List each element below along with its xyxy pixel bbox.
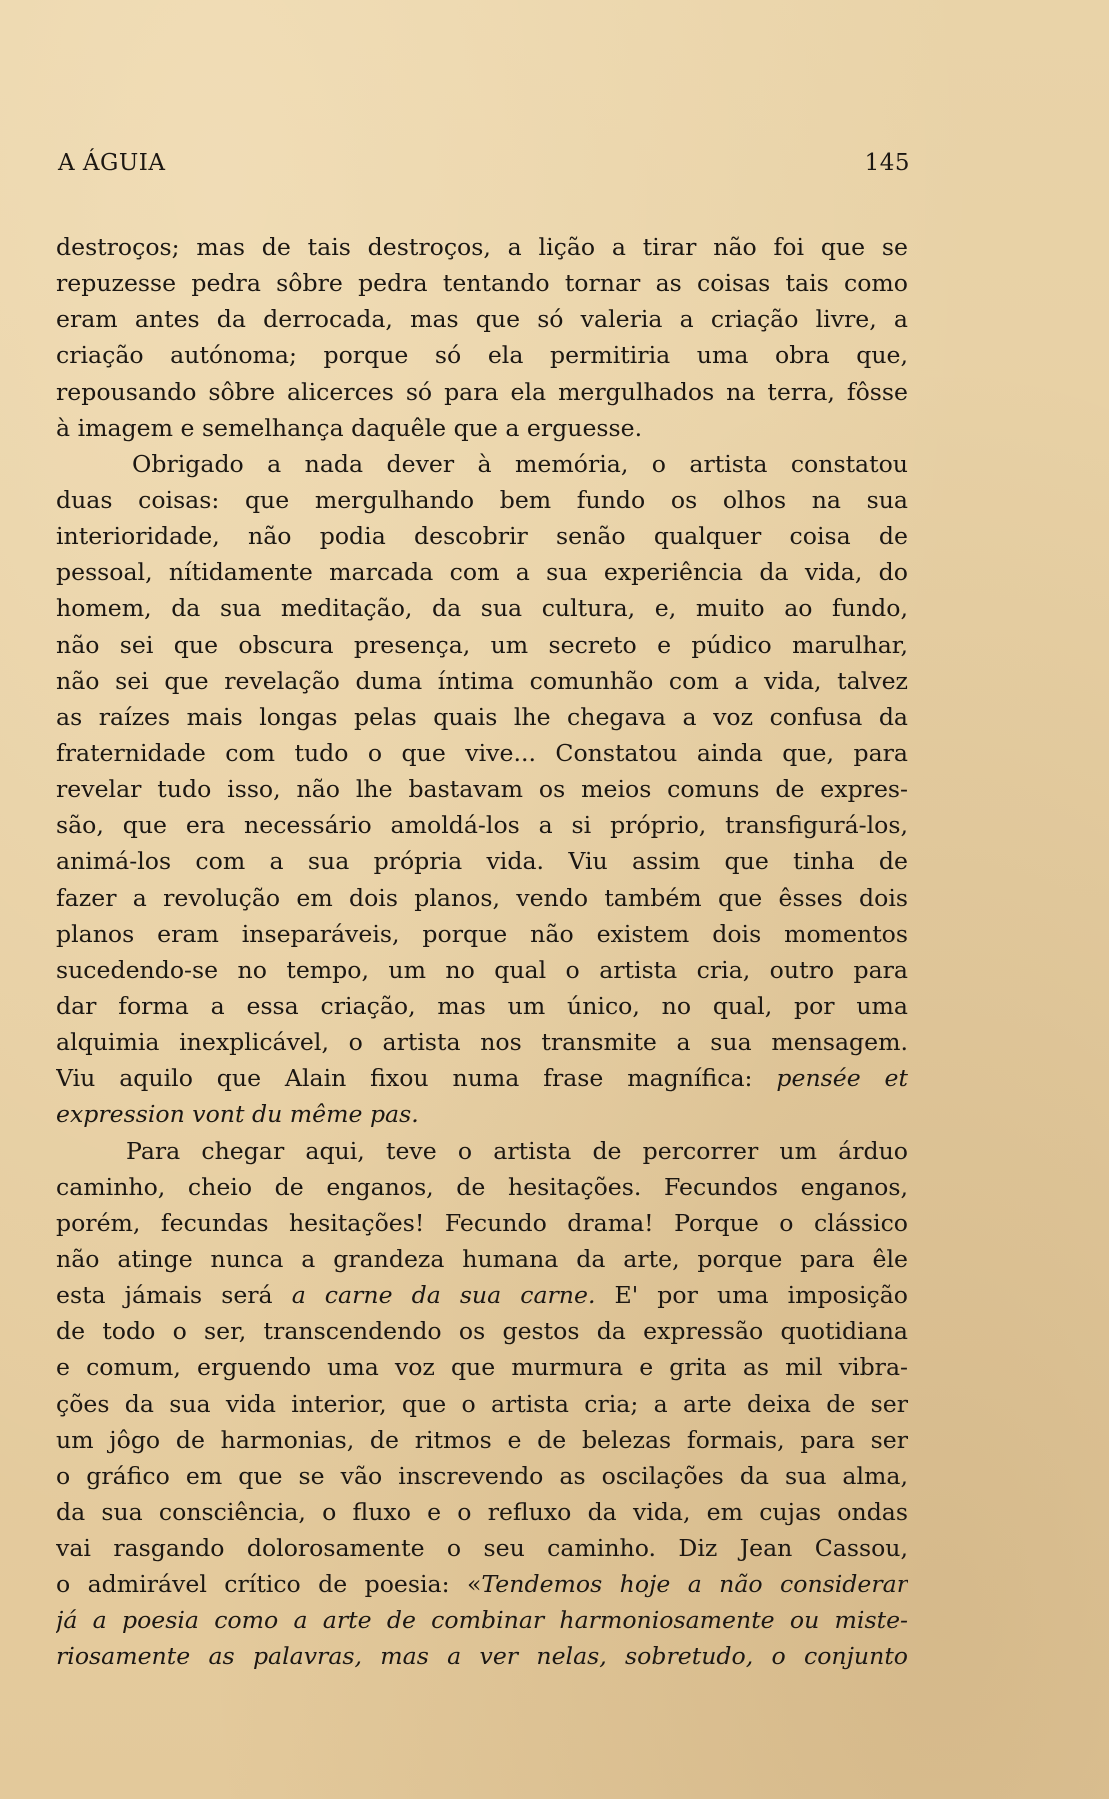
text-line	[56, 771, 908, 807]
text-line	[56, 735, 908, 771]
text-line	[56, 1133, 908, 1169]
text-segment: não atinge nunca a grandeza humana da arte, porque para êle	[56, 1244, 908, 1273]
text-segment: repousando sôbre alicerces só para ela mergulhados na terra, fôsse	[56, 377, 908, 406]
text-segment: E' por uma imposição	[595, 1281, 908, 1310]
text-segment: fazer a revolução em dois planos, vendo também que êsses dois	[56, 883, 908, 912]
text-segment: da sua consciência, o fluxo e o refluxo da vida, em cujas ondas	[56, 1497, 908, 1526]
text-line	[56, 916, 908, 952]
text-line	[56, 1602, 908, 1638]
text-segment: ções da sua vida interior, que o artista cria; a arte deixa de ser	[56, 1389, 908, 1418]
text-segment: criação autónoma; porque só ela permitiria uma obra que,	[56, 341, 908, 370]
text-line	[56, 554, 908, 590]
running-head	[58, 150, 910, 186]
text-segment: são, que era necessário amoldá-los a si próprio, transfigurá-los,	[56, 811, 908, 840]
text-segment: de todo o ser, transcendendo os gestos da expressão quotidiana	[56, 1317, 908, 1346]
text-line	[56, 1277, 908, 1313]
text-line	[56, 663, 908, 699]
text-line	[56, 482, 908, 518]
text-segment: Obrigado a nada dever à memória, o artista constatou	[132, 449, 908, 478]
text-segment: fraternidade com tudo o que vive... Constatou ainda que, para	[56, 738, 908, 767]
text-segment: caminho, cheio de enganos, de hesitações. Fecundos enganos,	[56, 1172, 908, 1201]
text-line	[56, 518, 908, 554]
text-line	[56, 1422, 908, 1458]
text-line	[56, 410, 908, 446]
text-segment: repuzesse pedra sôbre pedra tentando tornar as coisas tais como	[56, 269, 908, 298]
text-line	[56, 1024, 908, 1060]
text-segment: à imagem e semelhança daquêle que a erguesse.	[56, 413, 643, 442]
text-segment: planos eram inseparáveis, porque não existem dois momentos	[56, 919, 908, 948]
text-segment: esta jámais será	[56, 1281, 292, 1310]
text-segment: dar forma a essa criação, mas um único, no qual, por uma	[56, 991, 908, 1020]
text-segment: não sei que revelação duma íntima comunhão com a vida, talvez	[56, 666, 908, 695]
journal-title: A ÁGUIA	[58, 150, 166, 176]
text-line	[56, 590, 908, 626]
text-line	[56, 699, 908, 735]
text-segment: as raízes mais longas pelas quais lhe chegava a voz confusa da	[56, 702, 908, 731]
text-segment: duas coisas: que mergulhando bem fundo os olhos na sua	[56, 485, 908, 514]
text-line	[56, 880, 908, 916]
text-line	[56, 1458, 908, 1494]
text-line	[56, 446, 908, 482]
text-line	[56, 1530, 908, 1566]
text-segment: vai rasgando dolorosamente o seu caminho. Diz Jean Cassou,	[56, 1534, 908, 1563]
italic-text-segment: a carne da sua carne.	[291, 1281, 596, 1310]
text-line	[56, 843, 908, 879]
page-number: 145	[864, 150, 910, 176]
text-line	[56, 1494, 908, 1530]
text-segment: Viu aquilo que Alain fixou numa frase magnífica:	[56, 1064, 777, 1093]
text-segment: e comum, erguendo uma voz que murmura e grita as mil vibra-	[56, 1353, 908, 1382]
text-line	[56, 337, 908, 373]
text-segment: revelar tudo isso, não lhe bastavam os meios comuns de expres-	[56, 775, 908, 804]
text-segment: o admirável crítico de poesia: «	[56, 1570, 482, 1599]
text-segment: um jôgo de harmonias, de ritmos e de belezas formais, para ser	[56, 1425, 908, 1454]
text-line	[56, 1060, 908, 1096]
text-line	[56, 988, 908, 1024]
text-segment: porém, fecundas hesitações! Fecundo drama! Porque o clássico	[56, 1208, 908, 1237]
text-line	[56, 807, 908, 843]
text-segment: interioridade, não podia descobrir senão qualquer coisa de	[56, 522, 908, 551]
text-line	[56, 1096, 908, 1132]
text-line	[56, 1205, 908, 1241]
text-line	[56, 301, 908, 337]
italic-text-segment: já a poesia como a arte de combinar harmoniosamente ou miste-	[56, 1606, 908, 1635]
text-segment: animá-los com a sua própria vida. Viu assim que tinha de	[56, 847, 908, 876]
text-line	[56, 1313, 908, 1349]
text-segment: eram antes da derrocada, mas que só valeria a criação livre, a	[56, 305, 908, 334]
text-line	[56, 1386, 908, 1422]
text-line	[56, 265, 908, 301]
text-segment: Para chegar aqui, teve o artista de percorrer um árduo	[126, 1136, 908, 1165]
italic-text-segment: expression vont du même pas.	[56, 1100, 419, 1129]
text-line	[56, 229, 908, 265]
text-line	[56, 1241, 908, 1277]
italic-text-segment: Tendemos hoje a não considerar	[481, 1570, 908, 1599]
text-line	[56, 952, 908, 988]
text-line	[56, 627, 908, 663]
text-line	[56, 1169, 908, 1205]
text-segment: destroços; mas de tais destroços, a lição a tirar não foi que se	[56, 233, 908, 261]
text-segment: sucedendo-se no tempo, um no qual o artista cria, outro para	[56, 955, 908, 984]
italic-text-segment: riosamente as palavras, mas a ver nelas, sobretudo, o conjunto	[56, 1642, 908, 1671]
text-segment: homem, da sua meditação, da sua cultura, e, muito ao fundo,	[56, 594, 908, 623]
italic-text-segment: pensée et	[776, 1064, 908, 1093]
text-segment: o gráfico em que se vão inscrevendo as oscilações da sua alma,	[56, 1461, 908, 1490]
text-segment: não sei que obscura presença, um secreto e púdico marulhar,	[56, 630, 908, 659]
text-line	[56, 1638, 908, 1674]
text-segment: pessoal, nítidamente marcada com a sua experiência da vida, do	[56, 558, 908, 587]
body-text	[56, 229, 908, 1675]
text-line	[56, 1349, 908, 1385]
text-line	[56, 1566, 908, 1602]
text-segment: alquimia inexplicável, o artista nos transmite a sua mensagem.	[56, 1028, 908, 1057]
text-line	[56, 374, 908, 410]
